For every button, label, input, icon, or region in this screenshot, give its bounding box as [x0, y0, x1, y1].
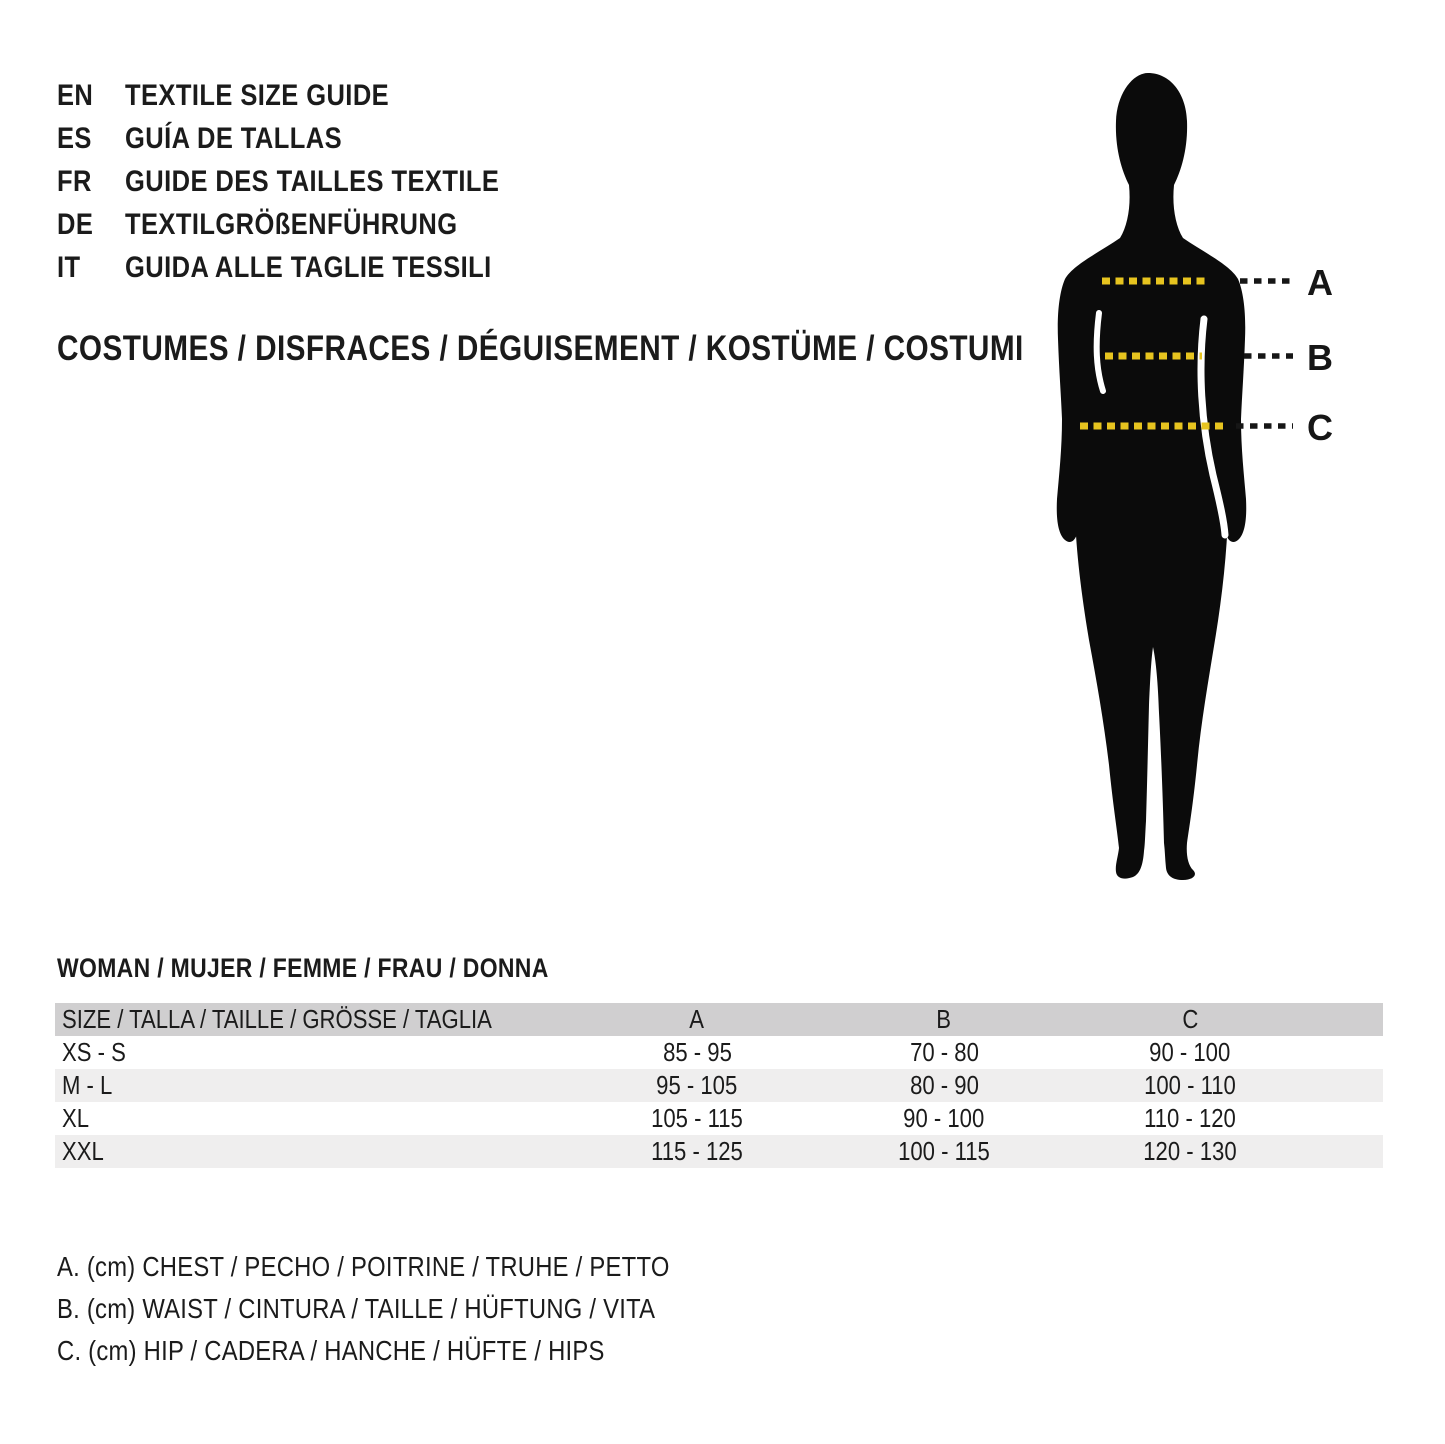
waist-cell: 70 - 80 — [909, 1037, 979, 1067]
header-size-label: SIZE / TALLA / TAILLE / GRÖSSE / TAGLIA — [62, 1004, 492, 1034]
language-code: FR — [57, 164, 92, 198]
hip-cell: 100 - 110 — [1144, 1070, 1236, 1100]
waist-cell: 80 - 90 — [909, 1070, 979, 1100]
hip-cell: 120 - 130 — [1143, 1136, 1237, 1166]
header-col-c: C — [1182, 1004, 1198, 1034]
chest-cell: 85 - 95 — [662, 1037, 732, 1067]
hip-cell: 110 - 120 — [1144, 1103, 1236, 1133]
size-cell: XS - S — [62, 1037, 126, 1067]
chest-cell: 95 - 105 — [656, 1070, 738, 1100]
header-col-a: A — [689, 1004, 705, 1034]
language-code: DE — [57, 207, 94, 241]
legend-chest: A. (cm) CHEST / PECHO / POITRINE / TRUHE / PETTO — [57, 1251, 670, 1282]
language-row-fr — [57, 160, 565, 203]
language-title-list — [57, 74, 565, 289]
guide-title-it: GUIDA ALLE TAGLIE TESSILI — [125, 250, 492, 284]
legend-hip: C. (cm) HIP / CADERA / HANCHE / HÜFTE / HIPS — [57, 1335, 605, 1366]
size-cell: XXL — [62, 1136, 104, 1166]
waist-cell: 90 - 100 — [903, 1103, 985, 1133]
language-code: EN — [57, 78, 94, 112]
language-code: ES — [57, 121, 92, 155]
marker-label-b: B — [1307, 337, 1333, 378]
table-row-xxl — [55, 1135, 1383, 1168]
hip-cell: 90 - 100 — [1149, 1037, 1231, 1067]
waist-cell: 100 - 115 — [898, 1136, 990, 1166]
legend-waist: B. (cm) WAIST / CINTURA / TAILLE / HÜFTUNG / VITA — [57, 1293, 656, 1324]
guide-title-es: GUÍA DE TALLAS — [125, 121, 343, 155]
table-row-xs-s — [55, 1036, 1383, 1069]
marker-label-c: C — [1307, 407, 1333, 448]
table-row-m-l — [55, 1069, 1383, 1102]
table-row-xl — [55, 1102, 1383, 1135]
language-row-it — [57, 246, 565, 289]
language-row-en — [57, 74, 565, 117]
header-col-b: B — [936, 1004, 952, 1034]
table-header-row — [55, 1003, 1383, 1036]
chest-cell: 115 - 125 — [651, 1136, 743, 1166]
language-row-es — [57, 117, 565, 160]
measurement-legend — [57, 1246, 778, 1372]
guide-title-de: TEXTILGRÖßENFÜHRUNG — [125, 207, 458, 241]
size-cell: XL — [62, 1103, 90, 1133]
language-code: IT — [57, 250, 81, 284]
marker-label-a: A — [1307, 262, 1333, 303]
language-row-de — [57, 203, 565, 246]
guide-title-fr: GUIDE DES TAILLES TEXTILE — [125, 164, 500, 198]
size-table — [55, 1003, 1383, 1168]
body-measurement-figure — [1030, 73, 1370, 885]
size-cell: M - L — [62, 1070, 113, 1100]
table-title: WOMAN / MUJER / FEMME / FRAU / DONNA — [57, 953, 549, 983]
chest-cell: 105 - 115 — [651, 1103, 743, 1133]
woman-silhouette-graphic — [1057, 73, 1246, 880]
category-title: COSTUMES / DISFRACES / DÉGUISEMENT / KOSTÜME / COSTUMI — [57, 329, 1024, 368]
guide-title-en: TEXTILE SIZE GUIDE — [125, 78, 390, 112]
